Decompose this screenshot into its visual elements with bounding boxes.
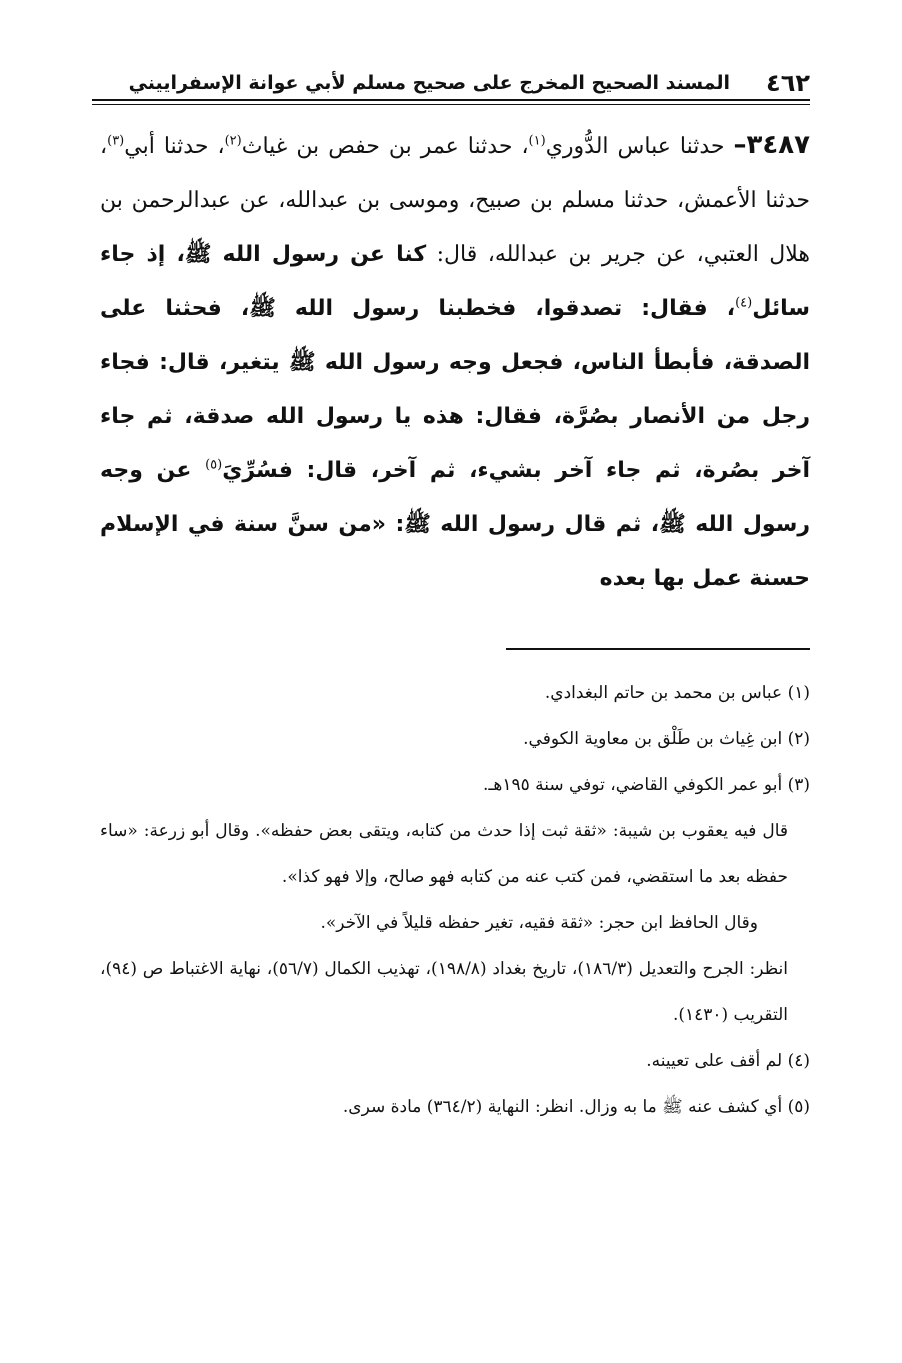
page-number: ٤٦٢ [766, 69, 810, 97]
hadith-body [100, 118, 810, 606]
header-rule [92, 99, 810, 101]
running-title: المسند الصحيح المخرج على صحيح مسلم لأبي عوانة الإسفراييني [128, 72, 731, 94]
footnote-separator [506, 648, 810, 650]
page-header [92, 62, 810, 98]
header-rule-thin [92, 104, 810, 105]
hadith-number: ٣٤٨٧– [733, 130, 811, 160]
footnote-ref-4: (٤) [735, 295, 753, 311]
footnotes [100, 670, 810, 1130]
footnote-4: (٤) لم أقف على تعيينه. [646, 1051, 810, 1071]
hadith-matn: عن وجه رسول الله ﷺ، ثم قال رسول الله ﷺ: «من سنَّ سنة في الإسلام حسنة عمل بها بعده [100, 458, 810, 591]
footnote-ref-2: (٢) [224, 133, 242, 149]
footnote-2: (٢) ابن غِياث بن طَلْق بن معاوية الكوفي. [523, 729, 810, 749]
hadith-matn: كنا عن رسول الله ﷺ، إذ جاء سائل [100, 242, 810, 321]
hadith-text: حدثنا عباس الدُّوري [545, 134, 734, 159]
hadith-text: ، حدثنا عمر بن حفص بن غياث [241, 134, 529, 159]
footnote-3-detail: قال فيه يعقوب بن شيبة: «ثقة ثبت إذا حدث من كتابه، ويتقى بعض حفظه». وقال أبو زرعة: «ساء حفظه بعد ما استقضي، فمن كتب عنه من كتابه فهو صالح، وإلا فهو كذا». [100, 821, 788, 887]
hadith-matn: ، فقال: تصدقوا، فخطبنا رسول الله ﷺ، فحثنا على الصدقة، فأبطأ الناس، فجعل وجه رسول الله ﷺ يتغير، قال: فجاء رجل من الأنصار بصُرَّة، فقال: هذه يا رسول الله صدقة، ثم جاء آخر بصُرة، ثم جاء آخر بشيء، ثم آخر، قال: فسُرِّيَ [100, 296, 810, 483]
hadith-text: ، حدثنا الأعمش، حدثنا مسلم بن صبيح، وموسى بن عبدالله، عن عبدالرحمن بن هلال العتبي، عن جرير بن عبدالله، قال: [100, 134, 811, 267]
footnote-ref-3: (٣) [107, 133, 125, 149]
footnote-ref-5: (٥) [205, 457, 223, 473]
footnote-ref-1: (١) [528, 133, 546, 149]
footnote-1: (١) عباس بن محمد بن حاتم البغدادي. [544, 683, 810, 703]
hadith-text: ، حدثنا أبي [124, 134, 225, 159]
footnote-5: (٥) أي كشف عنه ﷺ ما به وزال. انظر: النهاية (٣٦٤/٢) مادة سرى. [342, 1097, 810, 1117]
footnote-3-references: انظر: الجرح والتعديل (١٨٦/٣)، تاريخ بغداد (١٩٨/٨)، تهذيب الكمال (٥٦/٧)، نهاية الاغتباط ص (٩٤)، التقريب (١٤٣٠). [100, 959, 788, 1025]
footnote-3: (٣) أبو عمر الكوفي القاضي، توفي سنة ١٩٥هـ. [482, 775, 810, 795]
footnote-3-detail: وقال الحافظ ابن حجر: «ثقة فقيه، تغير حفظه قليلاً في الآخر». [320, 913, 758, 933]
